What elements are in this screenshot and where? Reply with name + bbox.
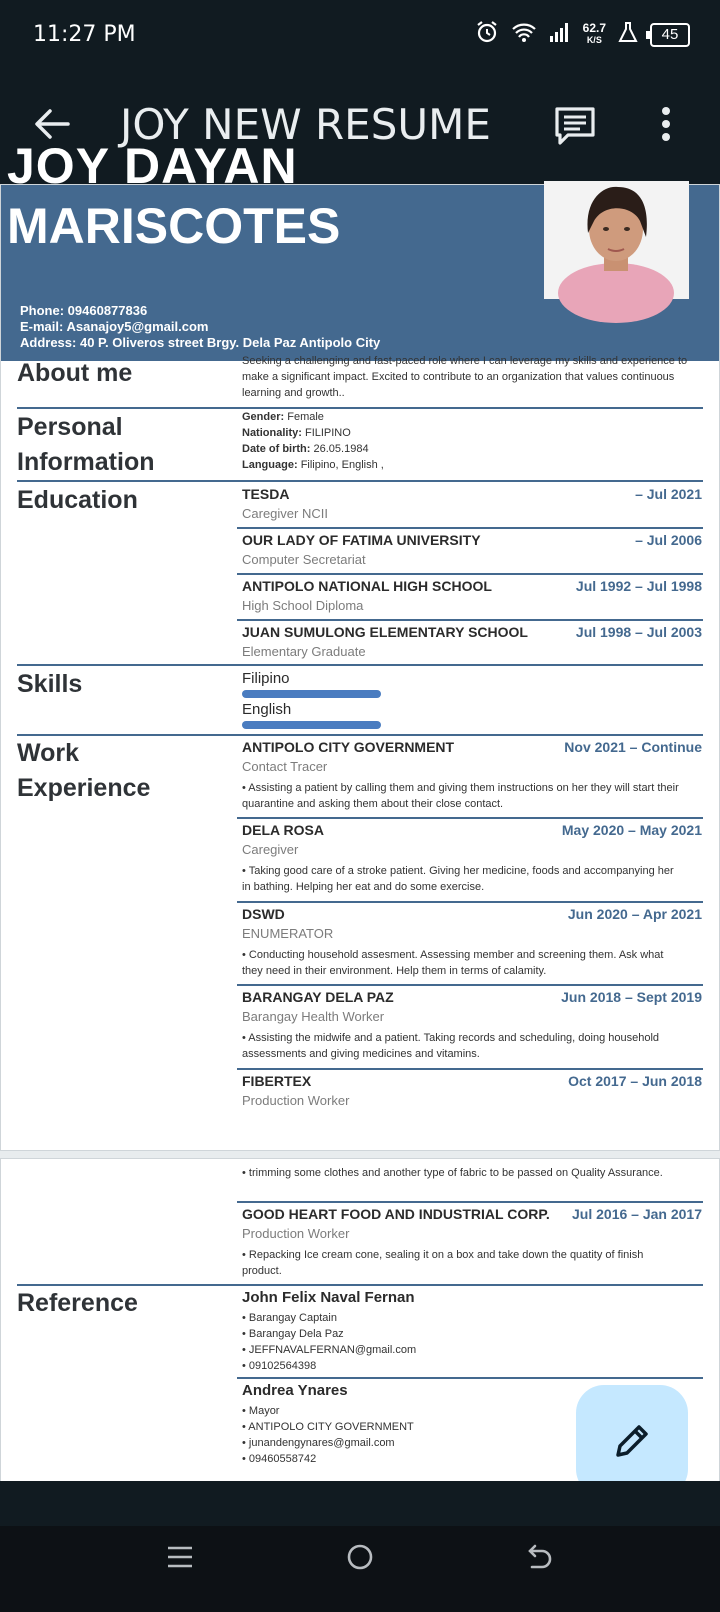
reference-detail: • Barangay Dela Paz xyxy=(242,1328,344,1340)
section-work-1: Work xyxy=(17,739,80,767)
reference-detail: • Barangay Captain xyxy=(242,1312,337,1324)
back-icon[interactable] xyxy=(526,1543,554,1576)
divider xyxy=(237,817,703,819)
education-degree: Computer Secretariat xyxy=(242,552,366,567)
divider xyxy=(237,984,703,986)
about-text: Seeking a challenging and fast-paced role where I can leverage my skills and experience to make a significant impact. Excited to contribute to an organization that values continuous learning and growth.. xyxy=(242,355,688,399)
section-education: Education xyxy=(17,486,138,514)
resume-page-1 xyxy=(0,138,720,1151)
section-reference: Reference xyxy=(17,1289,138,1317)
wifi-icon xyxy=(511,21,537,48)
dob-label: Date of birth: xyxy=(242,443,311,455)
status-bar xyxy=(0,0,720,70)
language: Filipino, English , xyxy=(300,459,384,471)
work-role: ENUMERATOR xyxy=(242,926,334,941)
address: Address: 40 P. Oliveros street Brgy. Dela Paz Antipolo City xyxy=(20,335,381,350)
divider xyxy=(237,901,703,903)
section-skills: Skills xyxy=(17,670,83,698)
comment-icon[interactable] xyxy=(554,106,596,151)
reference-detail: • 09460558742 xyxy=(242,1453,317,1465)
gender: Female xyxy=(287,411,324,423)
reference-detail: • junandengynares@gmail.com xyxy=(242,1437,395,1449)
education-degree: Elementary Graduate xyxy=(242,644,366,659)
education-date: – Jul 2021 xyxy=(635,486,702,502)
education-school: JUAN SUMULONG ELEMENTARY SCHOOL xyxy=(242,624,528,640)
contact-info xyxy=(20,303,380,351)
reference-name: Andrea Ynares xyxy=(242,1382,348,1399)
nationality-label: Nationality: xyxy=(242,427,302,439)
section-work-2: Experience xyxy=(17,774,151,802)
reference-name: John Felix Naval Fernan xyxy=(242,1289,415,1306)
education-school: ANTIPOLO NATIONAL HIGH SCHOOL xyxy=(242,578,492,594)
skill-level-bar xyxy=(242,690,381,698)
skill-level-bar xyxy=(242,721,381,729)
nationality: FILIPINO xyxy=(304,427,351,439)
more-options-icon[interactable] xyxy=(660,106,672,147)
work-description: • Assisting the midwife and a patient. Taking records and scheduling, doing household assessments and giving medicines and vitamins. xyxy=(242,1032,660,1060)
section-personal-1: Personal xyxy=(17,413,123,441)
education-date: Jul 1992 – Jul 1998 xyxy=(575,578,702,594)
language-label: Language: xyxy=(242,459,298,471)
divider xyxy=(237,573,703,575)
personal-info xyxy=(242,409,701,473)
reference-detail: • 09102564398 xyxy=(242,1360,317,1372)
education-date: – Jul 2006 xyxy=(635,532,702,548)
home-icon[interactable] xyxy=(346,1543,374,1576)
education-school: TESDA xyxy=(242,486,290,502)
name-first: JOY DAYAN xyxy=(7,138,298,194)
work-role: Caregiver xyxy=(242,842,299,857)
skill-name: English xyxy=(242,701,292,718)
name-last: MARISCOTES xyxy=(7,198,341,254)
divider xyxy=(237,1068,703,1070)
skill-name: Filipino xyxy=(242,670,290,687)
work-role: Barangay Health Worker xyxy=(242,1009,385,1024)
lab-flask-icon xyxy=(618,21,638,48)
pencil-icon xyxy=(612,1421,652,1461)
profile-photo xyxy=(544,181,689,299)
work-date: Nov 2021 – Continue xyxy=(564,739,702,755)
reference-detail: • JEFFNAVALFERNAN@gmail.com xyxy=(242,1344,417,1356)
battery-icon: 45 xyxy=(650,23,690,47)
work-date: Jun 2018 – Sept 2019 xyxy=(561,989,702,1005)
work-company: GOOD HEART FOOD AND INDUSTRIAL CORP. xyxy=(242,1206,550,1222)
status-icons xyxy=(475,20,690,49)
section-personal-2: Information xyxy=(17,448,155,476)
education-school: OUR LADY OF FATIMA UNIVERSITY xyxy=(242,532,481,548)
work-date: May 2020 – May 2021 xyxy=(561,822,702,838)
work-description: • Assisting a patient by calling them and giving them instructions on her they will start their quarantine and asking them about their close contact. xyxy=(242,782,679,810)
section-about: About me xyxy=(17,359,133,387)
work-company: ANTIPOLO CITY GOVERNMENT xyxy=(242,739,455,755)
divider xyxy=(237,527,703,529)
work-role: Contact Tracer xyxy=(242,759,328,774)
divider xyxy=(237,1201,703,1203)
document-viewer[interactable] xyxy=(0,138,720,1481)
work-role: Production Worker xyxy=(242,1093,350,1108)
work-description: • trimming some clothes and another type of fabric to be passed on Quality Assurance. xyxy=(242,1167,663,1179)
work-description: • Taking good care of a stroke patient. Giving her medicine, foods and accompanying her in bathing. Helping her eat and do some exercise. xyxy=(242,865,674,893)
status-time: 11:27 PM xyxy=(33,22,136,47)
dob: 26.05.1984 xyxy=(313,443,369,455)
gender-label: Gender: xyxy=(242,411,285,423)
divider xyxy=(237,1377,703,1379)
email: E-mail: Asanajoy5@gmail.com xyxy=(20,319,209,334)
work-company: BARANGAY DELA PAZ xyxy=(242,989,394,1005)
divider xyxy=(17,734,703,736)
divider xyxy=(237,619,703,621)
education-degree: Caregiver NCII xyxy=(242,506,328,521)
education-date: Jul 1998 – Jul 2003 xyxy=(575,624,702,640)
speed-value: 62.7 xyxy=(582,21,606,35)
work-role: Production Worker xyxy=(242,1226,350,1241)
work-date: Jul 2016 – Jan 2017 xyxy=(572,1206,702,1222)
document-title: JOY NEW RESUME xyxy=(120,100,491,149)
network-speed xyxy=(583,23,606,46)
work-company: DSWD xyxy=(242,906,285,922)
education-degree: High School Diploma xyxy=(242,598,364,613)
reference-detail: • ANTIPOLO CITY GOVERNMENT xyxy=(242,1421,414,1433)
speed-unit: K/S xyxy=(586,35,602,45)
recents-icon[interactable] xyxy=(166,1543,194,1576)
work-description: • Conducting household assesment. Assessing member and screening them. Ask what they need in their environment. Help them in terms of calamity. xyxy=(242,949,664,977)
system-nav-bar xyxy=(0,1481,720,1612)
work-date: Jun 2020 – Apr 2021 xyxy=(567,906,702,922)
work-company: FIBERTEX xyxy=(242,1073,312,1089)
work-company: DELA ROSA xyxy=(242,822,324,838)
work-description: • Repacking Ice cream cone, sealing it on a box and take down the quatity of finish product. xyxy=(242,1249,644,1277)
divider xyxy=(17,664,703,666)
work-date: Oct 2017 – Jun 2018 xyxy=(568,1073,702,1089)
phone: Phone: 09460877836 xyxy=(20,303,148,318)
reference-detail: • Mayor xyxy=(242,1405,280,1417)
resume-header xyxy=(1,138,719,361)
alarm-icon xyxy=(475,20,499,49)
signal-icon xyxy=(549,21,571,48)
